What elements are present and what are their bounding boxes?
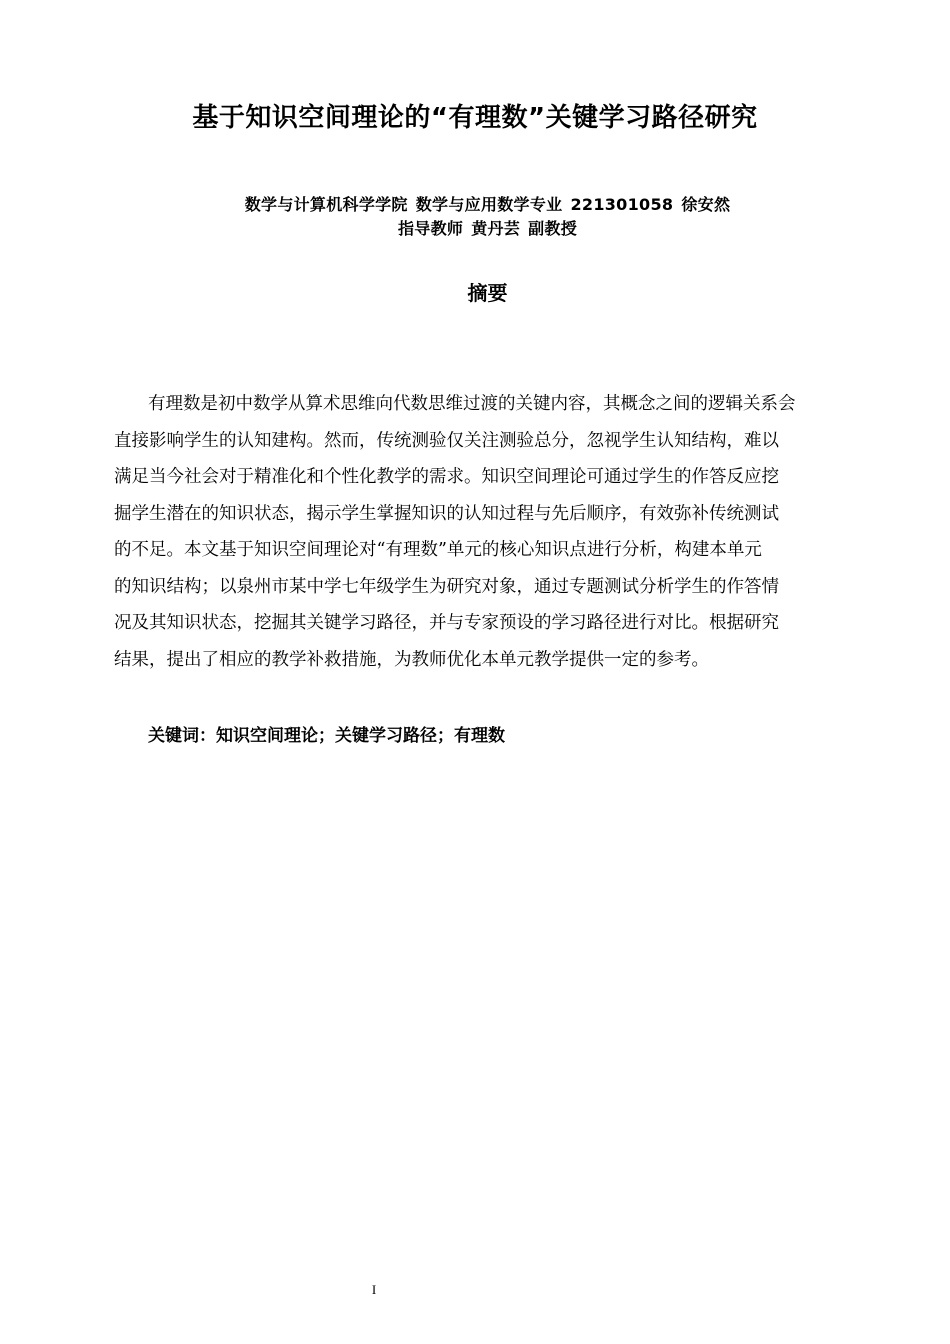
- abstract-body: [114, 386, 859, 678]
- abstract-line: 满足当今社会对于精准化和个性化教学的需求。知识空间理论可通过学生的作答反应挖: [114, 467, 779, 487]
- abstract-line: 掘学生潜在的知识状态，揭示学生掌握知识的认知过程与先后顺序，有效弥补传统测试: [114, 503, 779, 524]
- abstract-line: 的知识结构；以泉州市某中学七年级学生为研究对象，通过专题测试分析学生的作答情: [114, 576, 779, 597]
- abstract-line: 的不足。本文基于知识空间理论对“有理数”单元的核心知识点进行分析，构建本单元: [114, 540, 762, 560]
- keywords-line: 关键词：知识空间理论；关键学习路径；有理数: [148, 726, 505, 746]
- abstract-heading: 摘要: [467, 281, 508, 305]
- student-name: 徐安然: [681, 195, 731, 214]
- student-id: 221301058: [570, 195, 674, 214]
- advisor-info-line: [0, 218, 950, 240]
- advisor-name: 黄丹芸: [471, 219, 521, 238]
- page-number: I: [371, 1282, 377, 1297]
- college-name: 数学与计算机科学学院: [244, 195, 408, 214]
- advisor-label: 指导教师: [397, 219, 464, 238]
- abstract-line: 况及其知识状态，挖掘其关键学习路径，并与专家预设的学习路径进行对比。根据研究: [114, 613, 779, 633]
- document-title: 基于知识空间理论的“有理数”关键学习路径研究: [192, 103, 758, 133]
- abstract-line: 结果，提出了相应的教学补救措施，为教师优化本单元教学提供一定的参考。: [114, 649, 709, 670]
- author-info-line: [0, 194, 950, 216]
- abstract-line: 直接影响学生的认知建构。然而，传统测验仅关注测验总分，忽视学生认知结构，难以: [114, 430, 779, 451]
- major-name: 数学与应用数学专业: [415, 195, 563, 214]
- advisor-title: 副教授: [528, 219, 577, 238]
- abstract-line: 有理数是初中数学从算术思维向代数思维过渡的关键内容，其概念之间的逻辑关系会: [148, 394, 796, 414]
